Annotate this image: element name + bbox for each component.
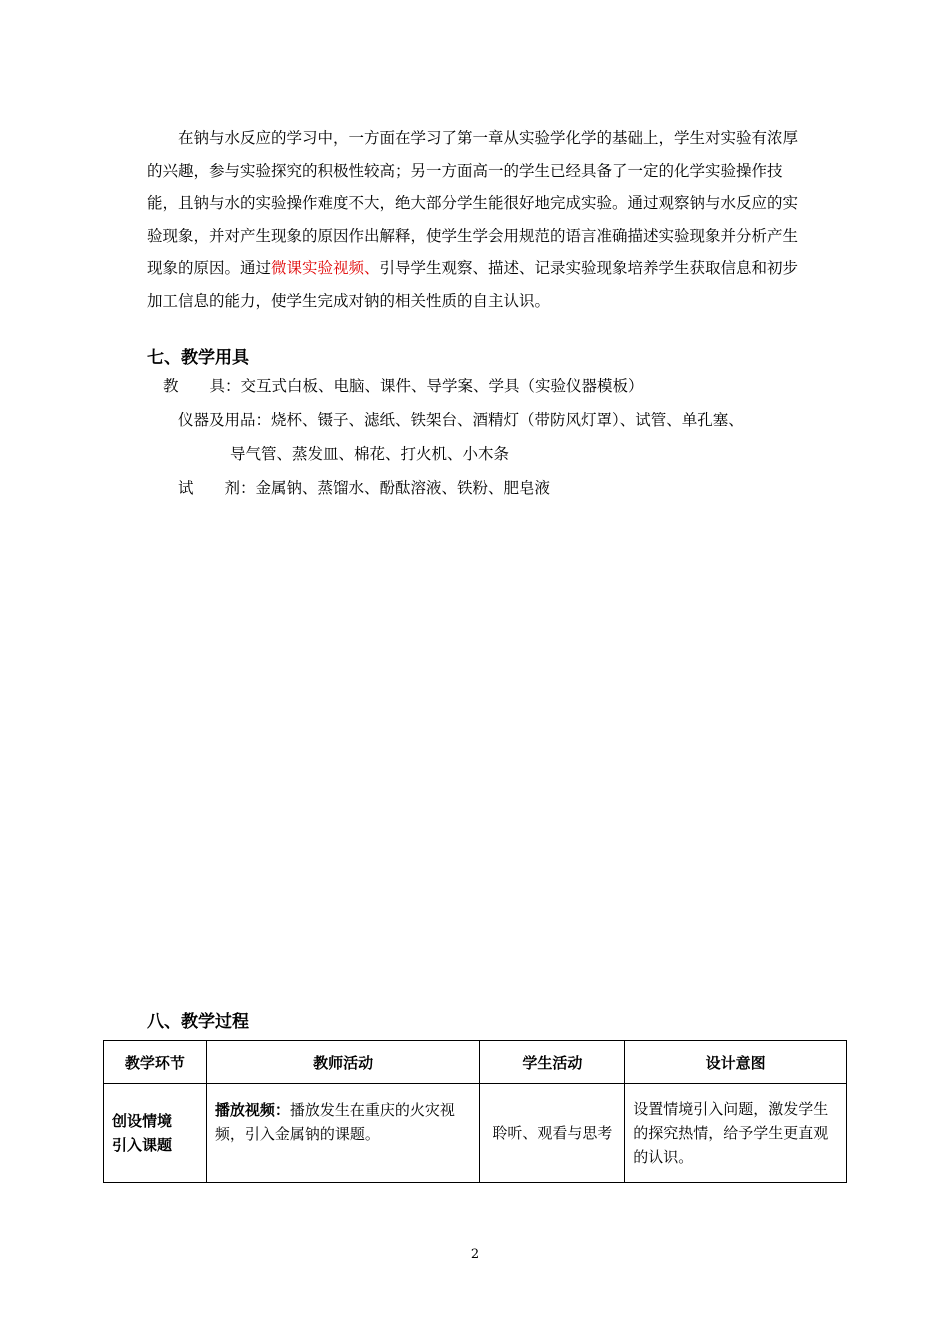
- reagents-line: 试 剂：金属钠、蒸馏水、酚酞溶液、铁粉、肥皂液: [178, 479, 551, 497]
- header-teacher-activity: 教师活动: [206, 1041, 480, 1084]
- header-design-intent: 设计意图: [625, 1041, 847, 1084]
- stage-cell: [104, 1084, 207, 1183]
- intro-paragraph: [147, 122, 809, 317]
- section8-heading: 八、教学过程: [147, 1012, 249, 1032]
- teacher-tools-line: 教 具：交互式白板、电脑、课件、导学案、学具（实验仪器模板）: [163, 377, 644, 395]
- intro-text-part1: 在钠与水反应的学习中，一方面在学习了第一章从实验学化学的基础上，学生对实验有浓厚的兴趣，参与实验探究的积极性较高；另一方面高一的学生已经具备了一定的化学实验操作技能，且钠与水的实验操作难度不大，绝大部分学生能很好地完成实验。通过观察钠与水反应的实验现象，并对产生现象的原因作出解释，使学生学会用规范的语言准确描述实验现象并分析产生现象的原因。通过: [147, 129, 799, 277]
- header-stage: 教学环节: [104, 1041, 207, 1084]
- stage-line-1: 创设情境: [112, 1112, 173, 1130]
- table-row: [104, 1084, 847, 1183]
- stage-line-2: 引入课题: [112, 1136, 173, 1154]
- page-number: 2: [470, 1247, 480, 1262]
- teacher-activity-cell: [206, 1084, 480, 1183]
- intro-highlight-text: 微课实验视频、: [271, 259, 380, 277]
- teacher-activity-label: 播放视频：: [214, 1101, 290, 1119]
- teacher-activity-text: 播放发生在重庆的火灾视频，引入金属钠的课题。: [214, 1101, 455, 1143]
- table-header-row: [104, 1041, 847, 1084]
- student-activity-cell: 聆听、观看与思考: [480, 1084, 625, 1183]
- intro-text-part2: 引导学生观察、描述、记录实验现象培养学生获取信息和初步加工信息的能力，使学生完成对钠的相关性质的自主认识。: [147, 259, 799, 310]
- section7-heading: 七、教学用具: [147, 348, 249, 368]
- design-intent-cell: 设置情境引入问题，激发学生的探究热情，给予学生更直观的认识。: [625, 1084, 847, 1183]
- teaching-process-table: [103, 1040, 847, 1183]
- instruments-line-2: 导气管、蒸发皿、棉花、打火机、小木条: [230, 445, 510, 463]
- instruments-line-1: 仪器及用品：烧杯、镊子、滤纸、铁架台、酒精灯（带防风灯罩）、试管、单孔塞、: [178, 411, 744, 429]
- header-student-activity: 学生活动: [480, 1041, 625, 1084]
